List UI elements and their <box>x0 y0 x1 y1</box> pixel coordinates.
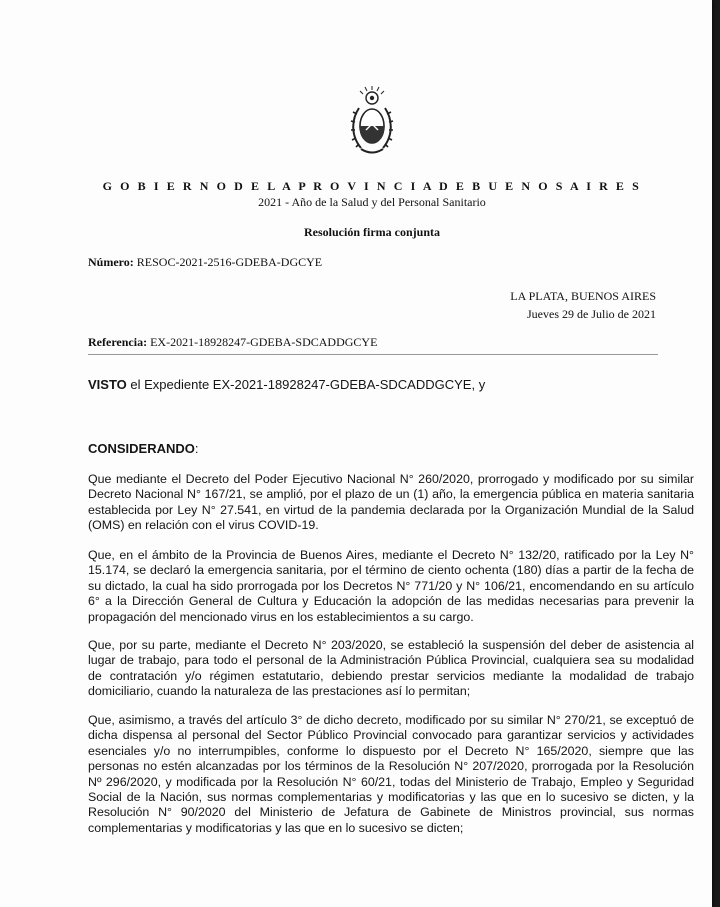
referencia-label: Referencia: <box>88 335 148 349</box>
coat-of-arms-seal <box>345 86 399 158</box>
referencia-value: EX-2021-18928247-GDEBA-SDCADDGCYE <box>150 335 378 349</box>
city: LA PLATA, BUENOS AIRES <box>510 289 656 303</box>
considerando-suffix: : <box>194 441 199 456</box>
paragraph-2: Que, en el ámbito de la Provincia de Buenos Aires, mediante el Decreto N° 132/20, ratificado por la Ley N° 15.174, se declaró la emergencia sanitaria, por el término de ciento ochenta (180) días a partir de la fecha de su dictado, la cual ha sido prorrogada por los Decretos N° 771/20 y N° 106/21, encomendando en su artículo 6° a la Dirección General de Cultura y Educación la adopción de las medidas necesarias para prevenir la propagación del mencionado virus en los establecimientos a su cargo. <box>88 548 694 624</box>
divider <box>88 354 658 355</box>
numero-value: RESOC-2021-2516-GDEBA-DGCYE <box>136 255 323 269</box>
place-and-date <box>510 287 656 323</box>
visto-line <box>88 377 694 392</box>
visto-text: el Expediente EX-2021-18928247-GDEBA-SDCADDGCYE, y <box>130 377 486 392</box>
paragraph-3: Que, por su parte, mediante el Decreto N° 203/2020, se estableció la suspensión del deber de asistencia al lugar de trabajo, para todo el personal de la Administración Pública Provincial, cualquiera sea su modalidad de contratación y/o régimen estatutario, debiendo prestar servicios mediante la modalidad de trabajo domiciliario, cuando la naturaleza de las prestaciones así lo permitan; <box>88 638 694 699</box>
visto-label: VISTO <box>88 377 127 392</box>
date: Jueves 29 de Julio de 2021 <box>527 307 656 321</box>
considerando-label: CONSIDERANDO <box>88 441 195 456</box>
paragraph-4: Que, asimismo, a través del artículo 3° de dicho decreto, modificado por su similar N° 270/21, se exceptuó de dicha dispensa al personal del Sector Público Provincial convocado para garantizar servicios y actividades esenciales y/o no interrumpibles, conforme lo dispuesto por el Decreto N° 165/2020, siempre que las personas no estén alcanzadas por los términos de la Resolución N° 207/2020, prorrogada por la Resolución Nº 296/2020, y modificada por la Resolución N° 60/21, todas del Ministerio de Trabajo, Empleo y Seguridad Social de la Nación, sus normas complementarias y modificatorias y las que en lo sucesivo se dicten, y la Resolución N° 90/2020 del Ministerio de Jefatura de Gabinete de Ministros provincial, sus normas complementarias y modificatorias y las que en lo sucesivo se dicten; <box>88 713 694 835</box>
reference <box>88 335 377 350</box>
paragraph-1: Que mediante el Decreto del Poder Ejecutivo Nacional N° 260/2020, prorrogado y modificado por su similar Decreto Nacional N° 167/21, se amplió, por el plazo de un (1) año, la emergencia pública en materia sanitaria establecida por Ley N° 27.541, en virtud de la pandemia declarada por la Organización Mundial de la Salud (OMS) en relación con el virus COVID-19. <box>88 472 694 533</box>
considerando-heading <box>88 441 694 456</box>
government-heading: G O B I E R N O D E L A P R O V I N C I A D E B U E N O S A I R E S <box>102 179 642 193</box>
resolution-type: Resolución firma conjunta <box>304 225 440 239</box>
year-motto: 2021 - Año de la Salud y del Personal Sanitario <box>258 195 486 209</box>
resolution-number <box>88 255 322 270</box>
numero-label: Número: <box>88 255 134 269</box>
